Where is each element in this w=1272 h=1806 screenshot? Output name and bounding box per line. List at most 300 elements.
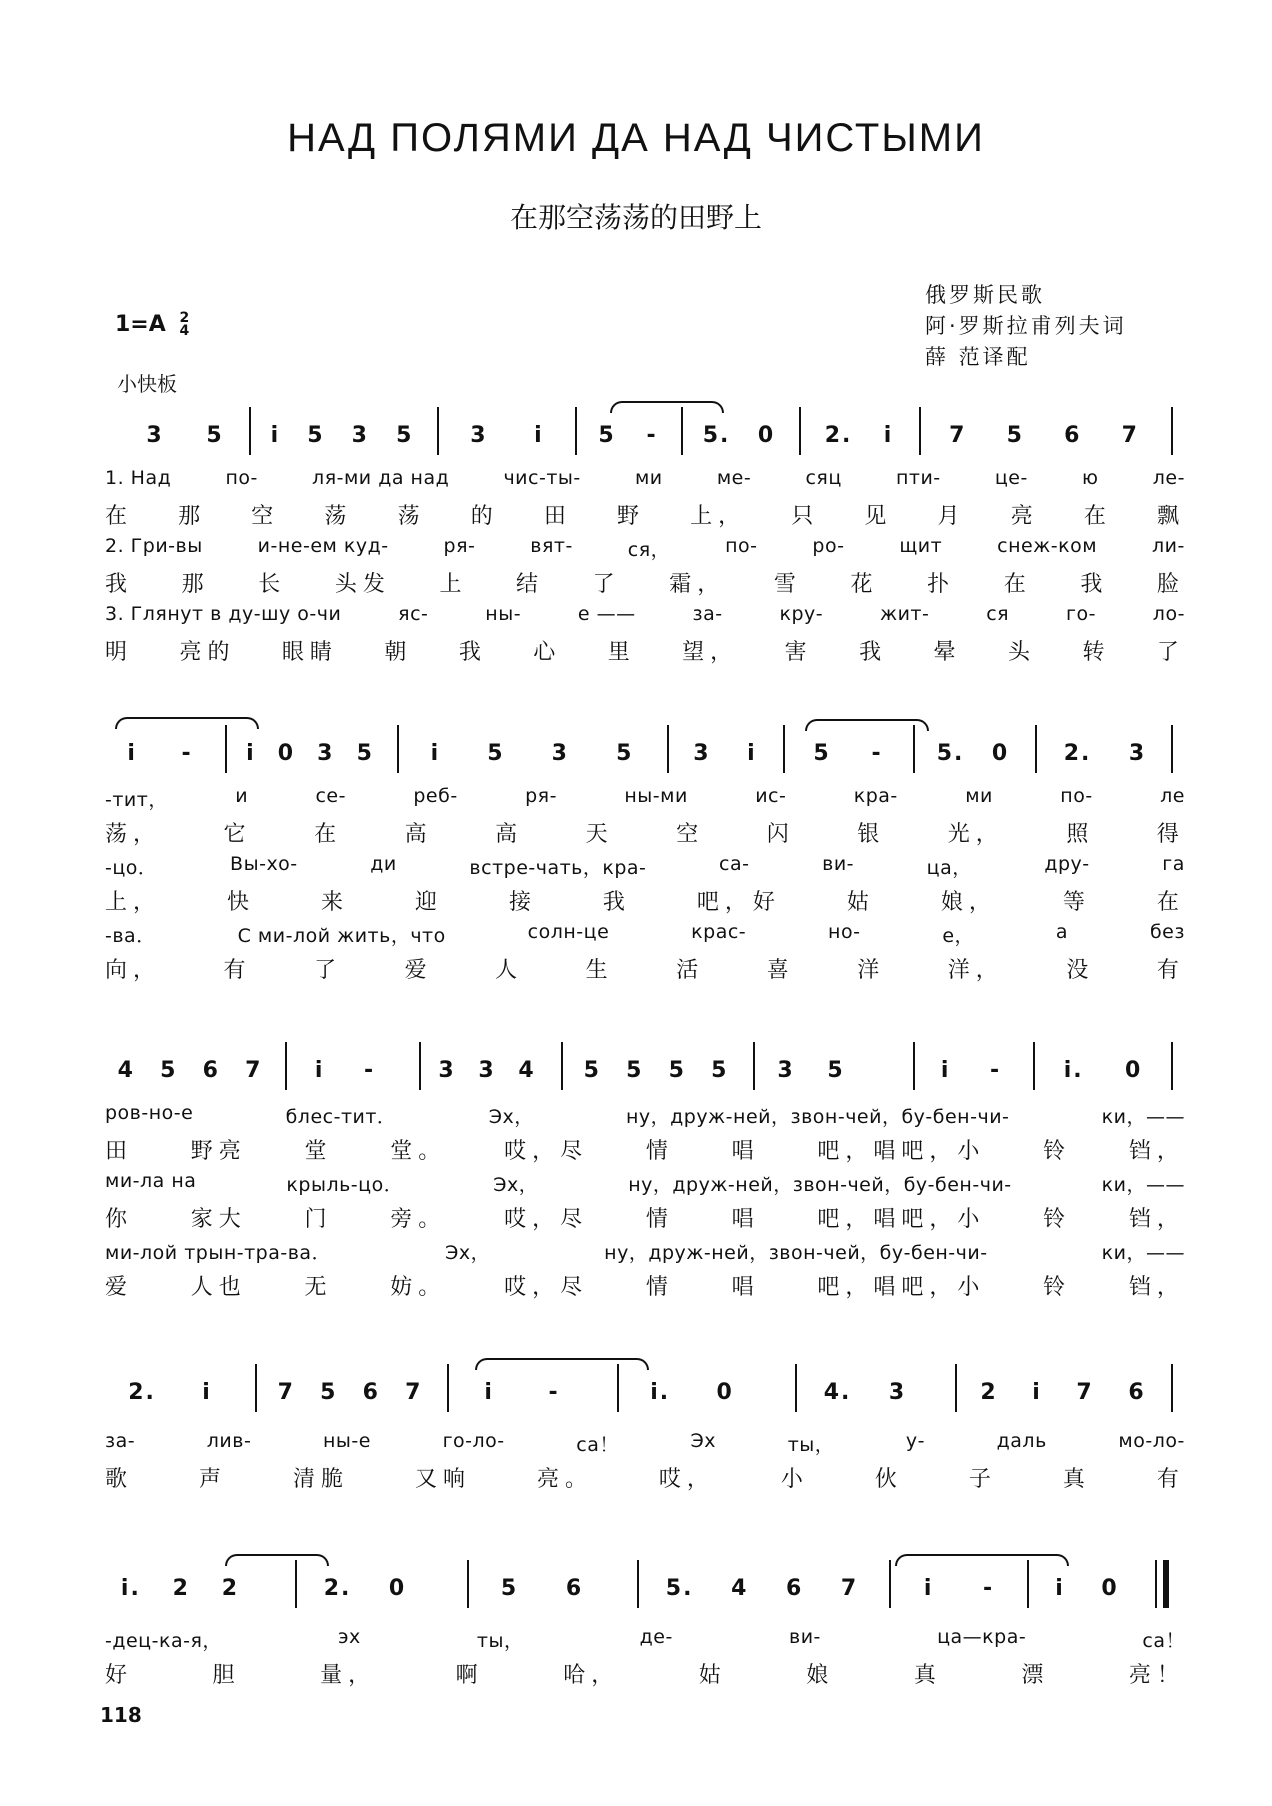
measure [105,733,215,773]
lyric-syllable: 了 [1156,640,1185,665]
lyric-syllable: 我 [1080,572,1109,597]
measure [407,733,657,773]
lyric-syllable: ди [370,853,397,875]
lyric-syllable: 上 [439,572,468,597]
barline [225,725,227,773]
note: i [940,1057,951,1083]
lyric-syllable: 向， [105,958,162,983]
lyric-syllable: 亮！ [1128,1663,1185,1688]
lyric-syllable: 唱 [731,1275,760,1300]
note: 3 [317,740,335,766]
lyric-syllable: 哎，尽 [504,1275,589,1300]
lyric-syllable: -ва． [105,925,156,947]
lyric-syllable: 爱 [105,1275,134,1300]
note: 4 [518,1057,536,1083]
measure [689,415,789,455]
note: 3 [1128,740,1147,766]
note: 3 [693,740,711,766]
lyric-syllable: 没 [1066,958,1095,983]
lyric-syllable: дру- [1044,853,1090,875]
note: 3 [777,1057,795,1083]
lyric-syllable: ля-ми да над [312,467,450,489]
barline [419,1042,421,1090]
lyric-verse-1-chinese [105,1134,1185,1165]
lyric-syllable: Эх [690,1430,717,1452]
note: i [246,740,256,766]
lyric-chinese [105,1658,1185,1689]
lyric-syllable: ме- [716,467,752,489]
lyric-syllable: 爱 [404,958,433,983]
lyric-syllable: ны-ми [624,785,688,807]
measure [899,1568,1019,1608]
barline [575,407,577,455]
tie-arc [475,1358,649,1370]
lyric-verse-2-russian [105,1170,1185,1197]
lyric-syllable: 高 [404,822,433,847]
lyric-verse-3-russian [105,921,1185,948]
lyric-syllable: 好 [105,1663,134,1688]
lyric-syllable: 来 [320,890,349,915]
note: 7 [405,1379,423,1405]
final-barline [1163,1560,1169,1608]
measure [627,1372,757,1412]
note: i. [1063,1057,1084,1083]
barline [561,1042,563,1090]
measure [105,1050,275,1090]
lyric-syllable: 里 [607,640,636,665]
lyric-syllable: са！ [576,1434,619,1456]
lyric-syllable: 那 [181,572,210,597]
note: 0 [991,740,1010,766]
lyric-syllable: 它 [223,822,252,847]
barline [447,1364,449,1412]
lyric-syllable: 在 [1156,890,1185,915]
lyric-syllable: 我 [105,572,134,597]
lyric-syllable: 那 [178,504,207,529]
barline [1027,1560,1029,1608]
lyric-syllable: 生 [585,958,614,983]
lyric-syllable: даль [996,1430,1047,1452]
lyric-syllable: 我 [458,640,487,665]
barline [1171,1364,1173,1412]
barline [637,1560,639,1608]
lyric-syllable: 的 [470,504,499,529]
lyric-syllable: ки，—— [1101,1106,1185,1128]
barline [255,1364,257,1412]
lyric-syllable: ся， [627,539,671,561]
lyric-syllable: эх [338,1626,361,1648]
measure [809,415,909,455]
barline [249,407,251,455]
lyric-syllable: 胆 [212,1663,241,1688]
lyric-syllable: ты， [476,1630,524,1652]
lyric-syllable: и-не-ем куд- [257,535,389,557]
lyric-syllable: 田 [543,504,572,529]
credit-translator: 薛 范译配 [925,345,1031,369]
lyric-russian [105,1430,1185,1457]
lyric-syllable: 结 [516,572,545,597]
tie-arc [805,719,929,731]
lyric-syllable: 眼睛 [281,640,338,665]
credits [925,280,1127,373]
lyric-syllable: 吧，好 [696,890,781,915]
measure [921,1050,1021,1090]
lyric-syllable: 姑 [698,1663,727,1688]
lyric-syllable: кру- [779,603,824,625]
lyric-syllable: ис- [755,785,787,807]
lyric-syllable: 了 [314,958,343,983]
note: 5 [487,740,505,766]
lyric-syllable: С ми-лой жить，что [237,925,446,947]
note: 5 [668,1057,686,1083]
note: 5 [598,422,616,448]
measure [477,1568,607,1608]
lyric-syllable: по- [1060,785,1093,807]
lyric-syllable: 迎 [414,890,443,915]
measure [761,1050,861,1090]
measure [447,415,567,455]
lyric-verse-1-chinese [105,499,1185,530]
lyric-syllable: 妨。 [390,1275,447,1300]
measure [257,415,427,455]
lyric-syllable: 伙 [874,1467,903,1492]
barline [437,407,439,455]
lyric-syllable: 铛， [1128,1139,1185,1164]
notes-row [105,1568,1185,1608]
note: i [1055,1575,1065,1601]
lyric-syllable: 了 [592,572,621,597]
note: 5 [616,740,634,766]
lyric-syllable: ну，друж-ней，звон-чей，бу-бен-чи- [604,1242,988,1264]
lyric-syllable: 在 [105,504,134,529]
barline [1035,725,1037,773]
lyric-verse-2-russian [105,535,1185,562]
lyric-syllable: и [235,785,249,807]
lyric-syllable: за- [105,1430,136,1452]
lyric-syllable: ки，—— [1101,1242,1185,1264]
note: i [430,740,441,766]
measure [963,1372,1163,1412]
lyric-syllable: 有 [1156,1467,1185,1492]
measure [125,415,245,455]
lyric-syllable: 你 [105,1207,134,1232]
note: 7 [277,1379,295,1405]
measure [929,415,1159,455]
lyric-syllable: ки，—— [1101,1174,1185,1196]
lyric-syllable: ли- [1152,535,1185,557]
note: 5. [936,740,965,766]
lyric-syllable: 亮的 [179,640,236,665]
lyric-syllable: 声 [198,1467,227,1492]
tie-arc [225,1554,329,1566]
note: - [990,1057,1002,1083]
note: i. [120,1575,141,1601]
measure [1045,733,1165,773]
lyric-syllable: 荡 [397,504,426,529]
note: 4. [823,1379,852,1405]
note: 5 [827,1057,845,1083]
measure [105,1568,255,1608]
lyric-syllable: 闪 [766,822,795,847]
note: i [747,740,757,766]
note: 7 [245,1057,263,1083]
measure [583,415,673,455]
lyric-syllable: кра- [853,785,898,807]
lyric-verse-2-chinese [105,885,1185,916]
barline [955,1364,957,1412]
lyric-syllable: 吧，唱吧，小 [817,1275,986,1300]
note: 5 [583,1057,601,1083]
lyric-syllable: 在 [1083,504,1112,529]
note: 2 [221,1575,240,1601]
lyric-syllable: 上， [105,890,162,915]
note: 2. [323,1575,352,1601]
lyric-syllable: 霜， [669,572,726,597]
lyric-syllable: ле [1160,785,1185,807]
lyric-syllable: це- [994,467,1028,489]
lyric-syllable: вят- [530,535,573,557]
lyric-syllable: 哎， [658,1467,715,1492]
note: 3 [888,1379,907,1405]
lyric-syllable: 等 [1062,890,1091,915]
lyric-verse-1-chinese [105,817,1185,848]
note: - [983,1575,995,1601]
lyric-syllable: е， [942,925,975,947]
song-title-chinese: 在那空荡荡的田野上 [509,201,762,234]
lyric-verse-3-chinese [105,1270,1185,1301]
lyric-syllable: ты， [787,1434,835,1456]
lyric-russian [105,1626,1185,1653]
note: - [871,740,883,766]
note: i [314,1057,325,1083]
time-signature-bottom: 4 [179,323,190,339]
lyric-syllable: 铛， [1128,1275,1185,1300]
lyric-syllable: го- [1065,603,1096,625]
lyric-syllable: 雪 [773,572,802,597]
lyric-syllable: но- [828,921,861,943]
lyric-syllable: чис-ты- [503,467,581,489]
lyric-syllable: за- [692,603,723,625]
lyric-syllable: 长 [258,572,287,597]
note: 6 [202,1057,220,1083]
lyric-syllable: встре-чать，кра- [469,857,647,879]
tempo-marking: 小快板 [117,372,177,396]
lyric-syllable: крас- [691,921,747,943]
lyric-syllable: ря- [443,535,476,557]
note: 2 [172,1575,190,1601]
lyric-syllable: 野 [616,504,645,529]
note: 2 [980,1379,998,1405]
lyric-syllable: 小 [780,1467,809,1492]
lyric-syllable: 有 [1156,958,1185,983]
measure [647,1568,877,1608]
lyric-syllable: ца—кра- [937,1626,1027,1648]
lyric-syllable: 朝 [384,640,413,665]
lyric-syllable: 晕 [933,640,962,665]
note: 5 [813,740,831,766]
lyric-syllable: 真 [913,1663,942,1688]
lyric-syllable: ны- [485,603,522,625]
note: 5 [626,1057,644,1083]
lyric-syllable: 上， [690,504,747,529]
barline [1171,1042,1173,1090]
note: 3 [551,740,569,766]
lyric-syllable: 亮 [1010,504,1039,529]
lyric-syllable: 堂 [304,1139,333,1164]
lyric-syllable: 在 [314,822,343,847]
barline [1171,407,1173,455]
lyric-syllable: 铛， [1128,1207,1185,1232]
lyric-verse-1-russian [105,467,1185,489]
note: 3 [478,1057,496,1083]
measure [805,1372,925,1412]
measure [793,733,903,773]
lyric-syllable: 月 [937,504,966,529]
lyric-chinese [105,1462,1185,1493]
lyric-syllable: а [1055,921,1069,943]
note: 6 [565,1575,584,1601]
note: - [181,740,193,766]
note: i [534,422,544,448]
lyric-syllable: Эх， [488,1106,534,1128]
note: i [883,422,894,448]
lyric-syllable: щит [899,535,943,557]
lyric-syllable: 唱 [731,1139,760,1164]
lyric-syllable: 在 [1003,572,1032,597]
note: 2. [1063,740,1092,766]
lyric-verse-1-russian [105,785,1185,812]
lyric-syllable: 光， [947,822,1004,847]
note: - [548,1379,560,1405]
lyric-syllable: 真 [1062,1467,1091,1492]
note: 4 [117,1057,135,1083]
lyric-syllable: мо-ло- [1118,1430,1185,1452]
lyric-syllable: 亮。 [536,1467,593,1492]
measure [1043,1050,1163,1090]
note: 0 [277,740,296,766]
lyric-syllable: 铃 [1043,1275,1072,1300]
lyric-syllable: ро- [812,535,845,557]
lyric-syllable: 唱 [731,1207,760,1232]
lyric-syllable: 得 [1156,822,1185,847]
barline [783,725,785,773]
lyric-syllable: 娘 [806,1663,835,1688]
note: 5 [1006,422,1024,448]
lyric-syllable: 门 [304,1207,333,1232]
measure [923,733,1023,773]
measure [457,1372,587,1412]
lyric-syllable: 哈， [563,1663,620,1688]
lyric-verse-1-russian [105,1102,1185,1129]
lyric-syllable: 子 [968,1467,997,1492]
lyric-verse-2-russian [105,853,1185,880]
note: 7 [1076,1379,1094,1405]
lyric-syllable: 姑 [846,890,875,915]
lyric-syllable: ми-ла на [105,1170,197,1192]
lyric-syllable: 洋， [947,958,1004,983]
note: 4 [731,1575,749,1601]
lyric-syllable: 啊 [455,1663,484,1688]
note: 2. [824,422,853,448]
note: 3 [351,422,369,448]
lyric-syllable: 堂。 [390,1139,447,1164]
lyric-syllable: 扑 [927,572,956,597]
note: 3 [438,1057,456,1083]
note: 6 [785,1575,804,1601]
lyric-syllable: пти- [895,467,941,489]
lyric-syllable: 哎，尽 [504,1139,589,1164]
lyric-syllable: по- [225,467,258,489]
lyric-syllable: 望， [682,640,739,665]
note: 0 [1101,1575,1119,1601]
notes-row [105,1372,1185,1412]
lyric-syllable: -дец-ка-я， [105,1630,222,1652]
lyric-syllable: 无 [304,1275,333,1300]
barline [397,725,399,773]
key-label: 1=A [115,312,166,337]
lyric-syllable: 量， [320,1663,377,1688]
lyric-syllable: ми [634,467,663,489]
lyric-syllable: лив- [206,1430,252,1452]
barline [617,1364,619,1412]
lyric-verse-3-russian [105,1238,1185,1265]
lyric-syllable: по- [725,535,758,557]
note: i [1032,1379,1042,1405]
lyric-syllable: 转 [1082,640,1111,665]
measure [1037,1568,1137,1608]
barline [753,1042,755,1090]
lyric-syllable: снеж-ком [997,535,1098,557]
lyric-syllable: 活 [676,958,705,983]
lyric-syllable: ви- [789,1626,821,1648]
measure [235,733,385,773]
lyric-syllable: 洋 [857,958,886,983]
lyric-syllable: ле- [1152,467,1185,489]
lyric-syllable: 吧，唱吧，小 [817,1207,986,1232]
lyric-syllable: блес-тит． [285,1106,397,1128]
note: 5 [206,422,224,448]
lyric-syllable: 荡 [324,504,353,529]
tie-arc [610,401,724,413]
measure [265,1372,435,1412]
credit-origin: 俄罗斯民歌 [925,283,1045,307]
note: 5 [356,740,374,766]
song-title-russian: НАД ПОЛЯМИ ДА НАД ЧИСТЫМИ [287,116,985,160]
lyric-syllable: 情 [645,1275,674,1300]
lyric-syllable: се- [315,785,346,807]
measure [305,1568,425,1608]
lyric-syllable: 害 [784,640,813,665]
lyric-syllable: 人也 [190,1275,247,1300]
lyric-syllable: 人 [495,958,524,983]
lyric-syllable: 荡， [105,822,162,847]
note: 0 [388,1575,407,1601]
lyric-syllable: 见 [864,504,893,529]
lyric-syllable: 2. Гри-вы [105,535,203,557]
lyric-syllable: ми-лой трын-тра-ва． [105,1242,332,1264]
lyric-verse-2-chinese [105,1202,1185,1233]
lyric-syllable: реб- [413,785,458,807]
barline [1033,1042,1035,1090]
barline [919,407,921,455]
note: 5 [711,1057,729,1083]
note: i [127,740,137,766]
lyric-syllable: 铃 [1043,1139,1072,1164]
note: 3 [146,422,164,448]
lyric-verse-2-chinese [105,567,1185,598]
lyric-syllable: 吧，唱吧，小 [817,1139,986,1164]
measure [295,1050,395,1090]
